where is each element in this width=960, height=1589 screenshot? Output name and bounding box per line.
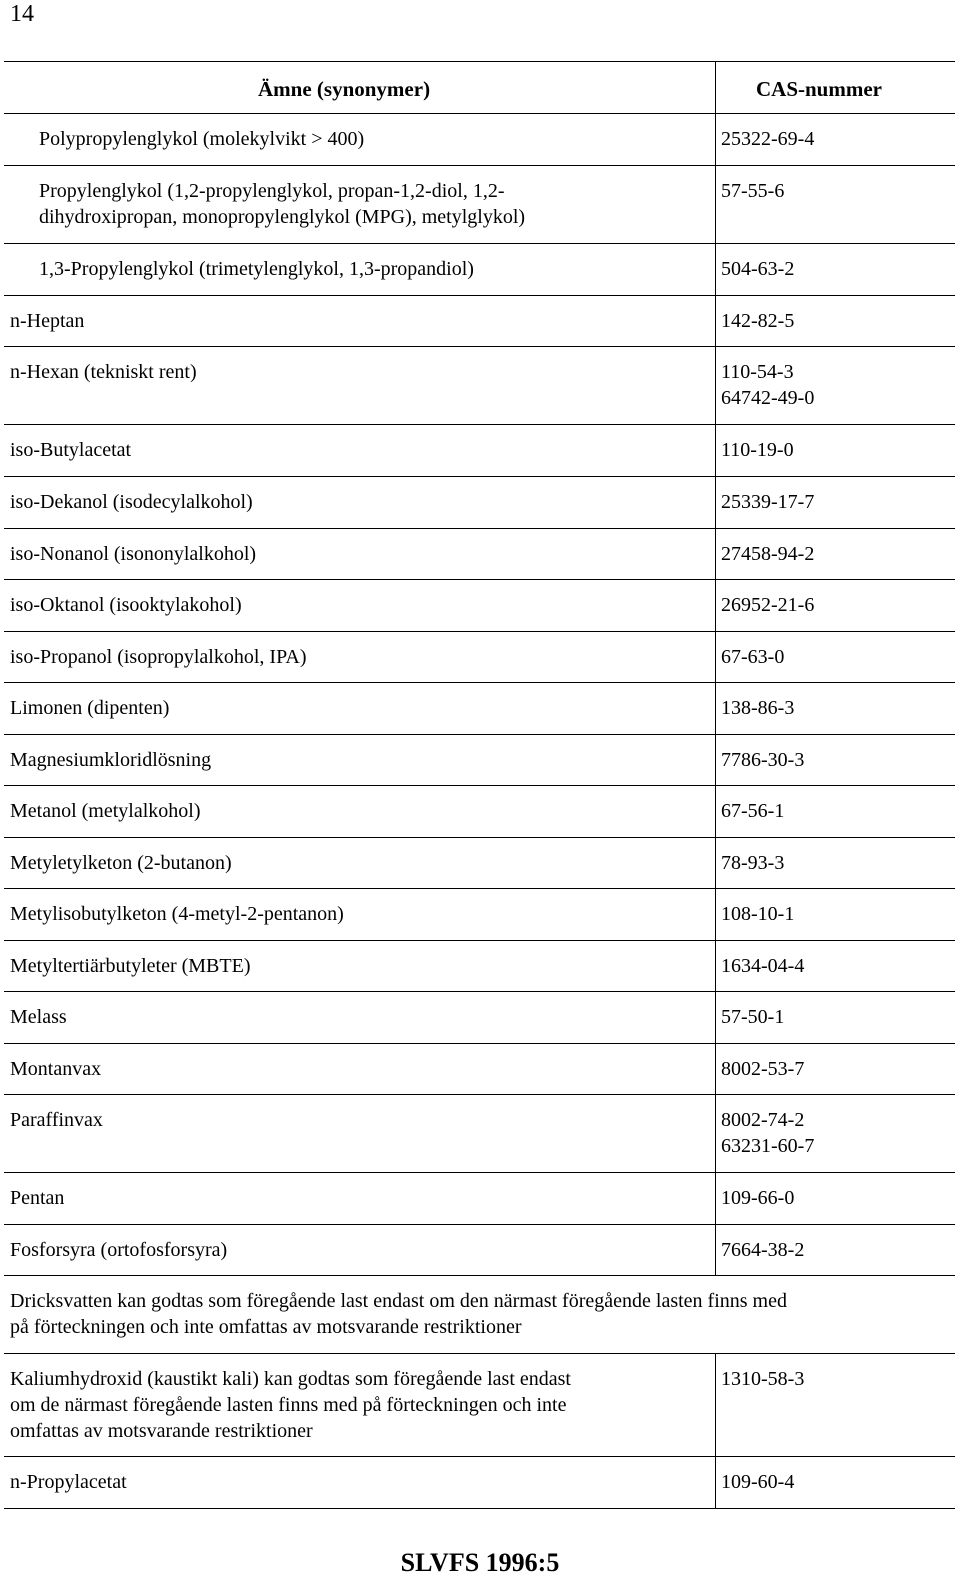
substance-name: Metyltertiärbutyleter (MBTE) [10, 955, 251, 977]
footer: SLVFS 1996:5 [400, 1548, 560, 1577]
header-cas: CAS-nummer [756, 77, 882, 101]
substance-name: iso-Butylacetat [10, 439, 132, 461]
cas-number: 67-63-0 [721, 646, 785, 668]
substance-cell [4, 889, 716, 940]
cas-number: 78-93-3 [721, 852, 785, 874]
table-row [4, 529, 955, 580]
substance-name: Dricksvatten kan godtas som föregående last endast om den närmast föregående lasten finns med på förteckningen och inte omfattas av motsvarande restriktioner [10, 1290, 787, 1338]
substance-name: Limonen (dipenten) [10, 697, 170, 719]
substance-cell [4, 1044, 716, 1094]
table-row [4, 114, 955, 166]
substance-name: 1,3-Propylenglykol (trimetylenglykol, 1,3-propandiol) [39, 258, 474, 280]
substance-cell [4, 1276, 955, 1353]
substance-name: Propylenglykol (1,2-propylenglykol, propan-1,2-diol, 1,2- dihydroxipropan, monopropylenglykol (MPG), metylglykol) [39, 180, 526, 228]
substance-cell [4, 296, 716, 346]
table-row [4, 838, 955, 889]
substance-name: Fosforsyra (ortofosforsyra) [10, 1239, 228, 1261]
table-row [4, 477, 955, 529]
table-row [4, 580, 955, 632]
table-row [4, 1354, 955, 1457]
substance-name: Metylisobutylketon (4-metyl-2-pentanon) [10, 903, 344, 925]
cas-number: 7786-30-3 [721, 749, 805, 771]
header-cell-substance [4, 62, 716, 113]
substance-name: Magnesiumkloridlösning [10, 749, 212, 771]
table-row [4, 735, 955, 786]
substance-cell [4, 1095, 716, 1172]
table-row [4, 632, 955, 683]
substance-cell [4, 347, 716, 424]
table-row [4, 1225, 955, 1276]
header-substance: Ämne (synonymer) [258, 77, 431, 101]
cas-number: 8002-74-2 63231-60-7 [721, 1109, 815, 1157]
substance-name: n-Heptan [10, 310, 85, 332]
table-row [4, 992, 955, 1044]
substance-name: iso-Nonanol (isononylalkohol) [10, 543, 257, 565]
substance-cell [4, 992, 716, 1043]
cas-number: 7664-38-2 [721, 1239, 805, 1261]
substance-cell [4, 683, 716, 734]
substance-name: Montanvax [10, 1058, 102, 1080]
table-row [4, 166, 955, 244]
cas-number: 8002-53-7 [721, 1058, 805, 1080]
substance-name: iso-Oktanol (isooktylakohol) [10, 594, 242, 616]
table-row [4, 1457, 955, 1509]
substance-name: Metanol (metylalkohol) [10, 800, 201, 822]
table-row [4, 1173, 955, 1225]
page-number: 14 [10, 1, 34, 27]
substance-name: Paraffinvax [10, 1109, 103, 1131]
cas-number: 26952-21-6 [721, 594, 815, 616]
substance-cell [4, 580, 716, 631]
cas-number: 504-63-2 [721, 258, 795, 280]
cas-number: 110-54-3 64742-49-0 [721, 361, 815, 409]
substance-name: n-Hexan (tekniskt rent) [10, 361, 197, 383]
substance-name: iso-Propanol (isopropylalkohol, IPA) [10, 646, 307, 668]
cas-number: 27458-94-2 [721, 543, 815, 565]
substance-table [4, 61, 955, 1509]
cas-number: 1634-04-4 [721, 955, 805, 977]
table-row [4, 1095, 955, 1173]
substance-cell [4, 166, 716, 243]
substance-cell [4, 477, 716, 528]
table-row [4, 683, 955, 735]
table-row [4, 425, 955, 477]
table-header [4, 62, 955, 114]
cas-number: 109-60-4 [721, 1471, 795, 1493]
cas-number: 67-56-1 [721, 800, 785, 822]
substance-name: Metyletylketon (2-butanon) [10, 852, 232, 874]
substance-name: iso-Dekanol (isodecylalkohol) [10, 491, 253, 513]
table-row [4, 1276, 955, 1354]
substance-cell [4, 244, 716, 295]
cas-number: 25339-17-7 [721, 491, 815, 513]
substance-cell [4, 1457, 716, 1508]
cas-number: 108-10-1 [721, 903, 795, 925]
cas-number: 57-55-6 [721, 180, 785, 202]
cas-number: 110-19-0 [721, 439, 794, 461]
substance-cell [4, 941, 716, 991]
substance-name: Pentan [10, 1187, 65, 1209]
table-row [4, 244, 955, 296]
cas-number: 25322-69-4 [721, 128, 815, 150]
table-row [4, 347, 955, 425]
cas-number: 1310-58-3 [721, 1368, 805, 1390]
substance-cell [4, 425, 716, 476]
substance-cell [4, 529, 716, 579]
cas-number: 109-66-0 [721, 1187, 795, 1209]
table-row [4, 1044, 955, 1095]
substance-name: Polypropylenglykol (molekylvikt > 400) [39, 128, 365, 150]
cas-number: 142-82-5 [721, 310, 795, 332]
substance-cell [4, 114, 716, 165]
table-row [4, 786, 955, 838]
substance-cell [4, 1354, 716, 1456]
table-row [4, 889, 955, 941]
cas-number: 57-50-1 [721, 1006, 785, 1028]
substance-cell [4, 632, 716, 682]
substance-cell [4, 786, 716, 837]
substance-name: n-Propylacetat [10, 1471, 127, 1493]
cas-number: 138-86-3 [721, 697, 795, 719]
substance-name: Melass [10, 1006, 67, 1028]
substance-cell [4, 735, 716, 785]
table-row [4, 296, 955, 347]
substance-cell [4, 838, 716, 888]
substance-name: Kaliumhydroxid (kaustikt kali) kan godtas som föregående last endast om de närmast föregående lasten finns med på förteckningen och inte omfattas av motsvarande restriktioner [10, 1368, 571, 1442]
substance-cell [4, 1173, 716, 1224]
table-row [4, 941, 955, 992]
substance-cell [4, 1225, 716, 1275]
